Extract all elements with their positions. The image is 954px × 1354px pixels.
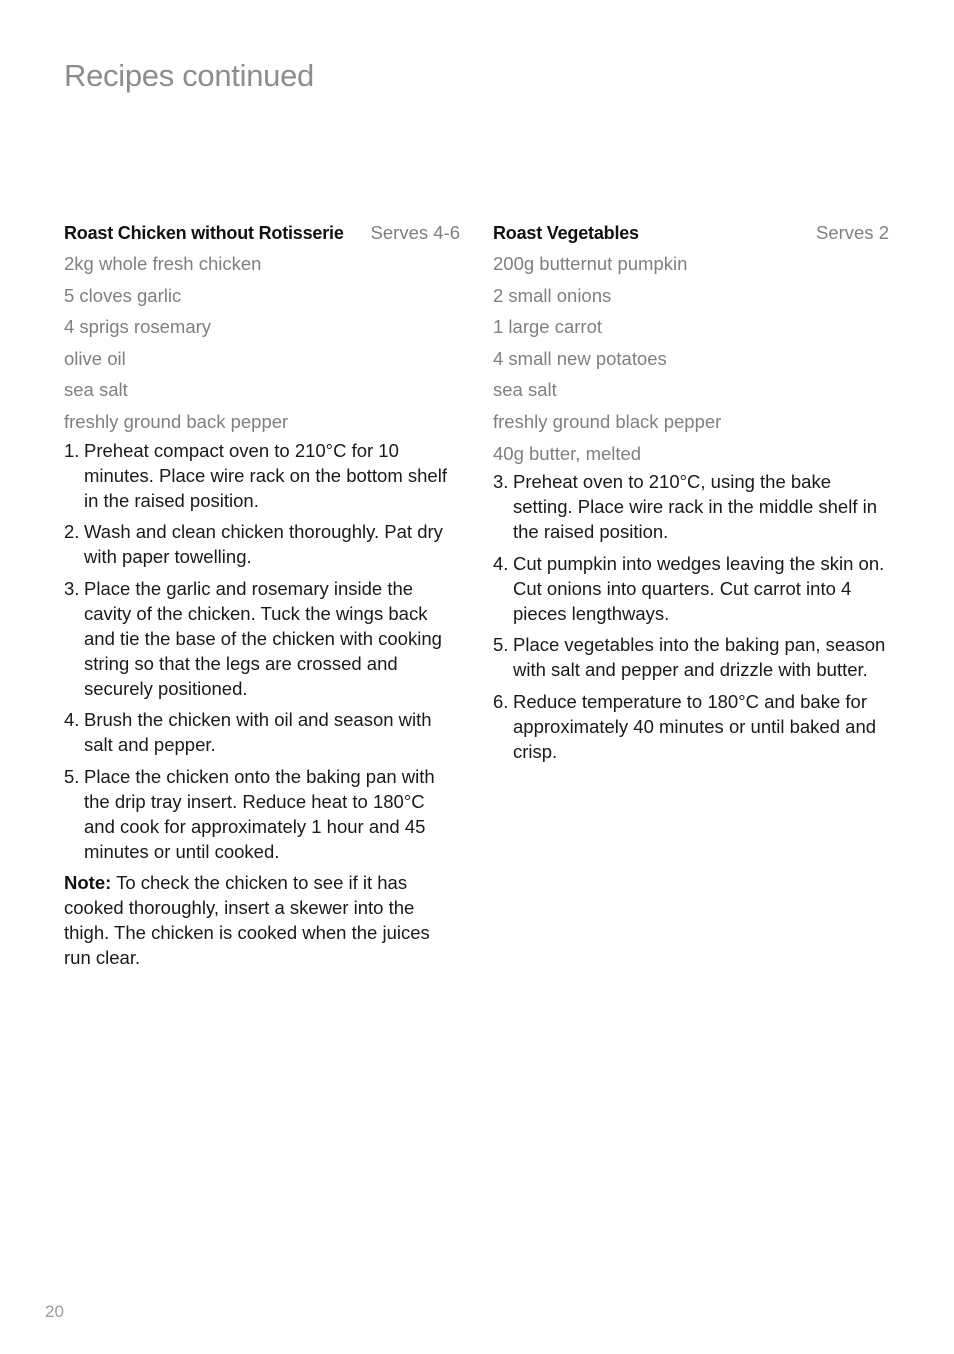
method-step [64,519,460,569]
method-step [64,576,460,701]
step-text: Place vegetables into the baking pan, season with salt and pepper and drizzle with butter. [513,634,886,681]
ingredient-item: sea salt [64,379,128,401]
ingredient-item: 5 cloves garlic [64,284,182,306]
step-text: Preheat oven to 210°C, using the bake setting. Place wire rack in the middle shelf in the raised position. [513,471,878,543]
method-steps [493,469,889,764]
step-number: 4. [64,709,80,731]
method-step [493,689,889,764]
step-number: 4. [493,552,509,574]
page-title: Recipes continued [64,58,314,93]
method-steps [64,438,460,864]
ingredient-item: sea salt [493,379,557,401]
ingredient-item: freshly ground back pepper [64,410,289,432]
recipe-title: Roast Chicken without Rotisserie [64,223,344,243]
step-number: 2. [64,521,80,543]
method-step [64,707,460,757]
step-number: 5. [493,634,509,656]
ingredient-list [64,248,460,438]
method-step [64,438,460,513]
step-text: Place the chicken onto the baking pan with the drip tray insert. Reduce heat to 180°C and cook for approximately 1 hour and 45 minutes or until cooked. [84,765,435,862]
step-number: 5. [64,765,80,787]
recipe-title: Roast Vegetables [493,223,639,243]
method-step [493,551,889,626]
ingredient-item: 4 sprigs rosemary [64,316,212,338]
ingredient-item: 4 small new potatoes [493,347,667,369]
method-step [493,469,889,544]
recipe-header [493,220,889,248]
recipe-roast-vegetables [493,220,889,770]
ingredient-item: 40g butter, melted [493,442,642,464]
ingredient-item: freshly ground black pepper [493,410,722,432]
step-number: 1. [64,439,80,461]
method-step [64,764,460,864]
ingredient-item: olive oil [64,347,126,369]
recipe-header [64,220,460,248]
step-text: Brush the chicken with oil and season with salt and pepper. [84,709,432,756]
recipe-serves: Serves 4-6 [370,222,460,243]
ingredient-list [493,248,889,469]
step-text: Wash and clean chicken thoroughly. Pat dry with paper towelling. [84,521,443,568]
recipe-roast-chicken [64,220,460,989]
ingredient-item: 2 small onions [493,284,612,306]
step-text: Reduce temperature to 180°C and bake for approximately 40 minutes or until baked and crisp. [513,690,877,762]
method-step [493,632,889,682]
note-label: Note: [64,872,112,894]
note-text: To check the chicken to see if it has cooked thoroughly, insert a skewer into the thigh. The chicken is cooked when the juices run clear. [64,872,430,969]
step-text: Preheat compact oven to 210°C for 10 minutes. Place wire rack on the bottom shelf in the raised position. [84,439,447,511]
recipe-note [64,870,460,970]
step-number: 3. [64,577,80,599]
step-number: 6. [493,690,509,712]
ingredient-item: 2kg whole fresh chicken [64,253,262,274]
ingredient-item: 200g butternut pumpkin [493,253,688,274]
page-number: 20 [45,1302,64,1321]
step-number: 3. [493,471,509,493]
step-text: Place the garlic and rosemary inside the cavity of the chicken. Tuck the wings back and tie the base of the chicken with cooking string so that the legs are crossed and securely positioned. [84,577,442,699]
recipe-serves: Serves 2 [815,222,889,243]
ingredient-item: 1 large carrot [493,316,602,338]
step-text: Cut pumpkin into wedges leaving the skin on. Cut onions into quarters. Cut carrot into 4 pieces lengthways. [513,552,885,624]
